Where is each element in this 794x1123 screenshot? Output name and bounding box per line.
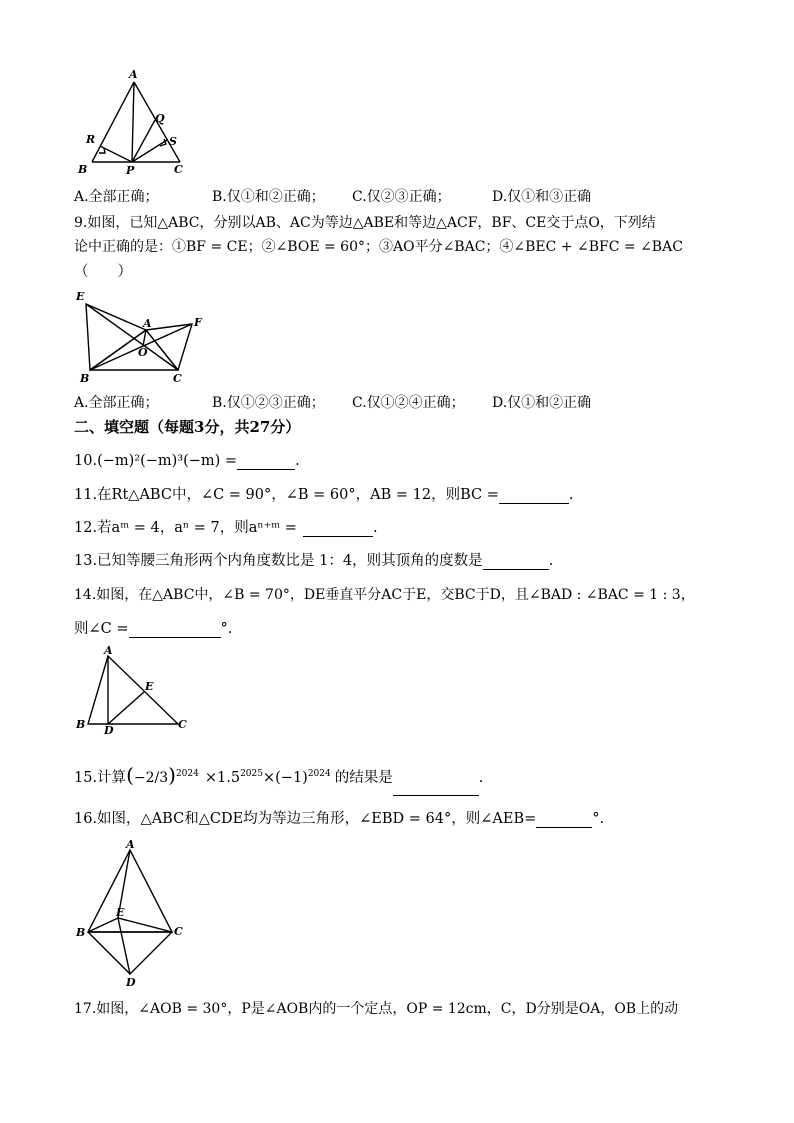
q15-exp3: 2024 [307, 769, 331, 779]
fig8-label-c: C [174, 163, 183, 176]
fig16-label-b: B [76, 926, 86, 939]
q14-end: °. [220, 621, 233, 637]
q8-option-b: B.仅①和②正确； [212, 189, 325, 205]
q16-text: 16.如图，△ABC和△CDE均为等边三角形，∠EBD = 64°，则∠AEB= [74, 811, 537, 827]
fig9-label-e: E [76, 290, 85, 303]
q16 [74, 810, 604, 828]
fig16-label-c: C [174, 925, 183, 938]
q9-option-b: B.仅①②③正确； [212, 395, 325, 411]
q11 [74, 486, 573, 504]
fig14-label-b: B [76, 718, 86, 731]
q15-exp1: 2024 [175, 769, 199, 779]
q9-option-a: A.全部正确； [74, 395, 159, 411]
fig8-label-q: Q [155, 112, 165, 125]
q13-text: 13.已知等腰三角形两个内角度数比是 1：4，则其顶角的度数是 [74, 553, 483, 569]
q9-line1: 9.如图，已知△ABC，分别以AB、AC为等边△ABE和等边△ACF，BF、CE交于点O，下列结 [74, 215, 656, 231]
fig14-label-c: C [178, 718, 187, 731]
q14-line1: 14.如图，在△ABC中，∠B = 70°，DE垂直平分AC于E，交BC于D，且∠BAD : ∠BAC = 1 : 3， [74, 587, 695, 603]
q8-option-d: D.仅①和③正确 [492, 189, 592, 205]
q15-blank[interactable] [393, 773, 479, 796]
fig8-label-s: S [169, 135, 177, 148]
q16-end: °. [592, 811, 605, 827]
q10-blank[interactable] [237, 469, 295, 470]
fig9-label-f: F [194, 316, 202, 329]
q15-power: (−2/3) [126, 762, 176, 787]
q15-exp2: 2025 [240, 769, 263, 779]
q10-prefix: 10. [74, 453, 98, 469]
q12-end: . [372, 520, 378, 536]
fig14-label-d: D [104, 724, 114, 734]
q8-option-c: C.仅②③正确； [352, 189, 451, 205]
figure-q16 [72, 838, 192, 990]
figure-q8 [72, 66, 202, 178]
q9-line3: （ ） [74, 264, 132, 280]
q12 [74, 519, 378, 537]
q17: 17.如图，∠AOB = 30°，P是∠AOB内的一个定点，OP = 12cm，C，D分别是OA，OB上的动 [74, 1001, 679, 1017]
section-heading: 二、填空题（每题3分，共27分） [74, 418, 301, 436]
q13-end: . [548, 553, 554, 569]
fig8-label-p: P [126, 164, 135, 177]
q9-line2: 论中正确的是：①BF = CE；②∠BOE = 60°；③AO平分∠BAC；④∠BEC + ∠BFC = ∠BAC [74, 239, 683, 255]
q15-mid2: ×(−1) [262, 769, 308, 786]
fig9-label-b: B [80, 372, 90, 385]
q15-prefix: 15.计算 [74, 769, 127, 786]
q13-blank[interactable] [483, 569, 549, 570]
fig9-label-o: O [138, 346, 148, 359]
q12-blank[interactable] [303, 536, 373, 537]
q14-line2 [74, 620, 232, 638]
fig8-label-a: A [129, 68, 138, 81]
figure-q9 [72, 288, 212, 386]
q15-suffix: 的结果是 [334, 769, 393, 786]
figure-q14 [72, 646, 192, 734]
fig16-label-e: E [116, 906, 125, 919]
q14-line2-text: 则∠C = [74, 621, 129, 637]
q15-mid: ×1.5 [204, 769, 241, 786]
fig14-label-e: E [145, 680, 154, 693]
q12-text: 12.若aᵐ = 4，aⁿ = 7，则aⁿ⁺ᵐ = [74, 520, 297, 536]
q11-end: . [568, 487, 574, 503]
fig14-label-a: A [104, 646, 113, 657]
fig8-label-b: B [78, 163, 88, 176]
q14-blank[interactable] [129, 637, 221, 638]
q15 [74, 756, 483, 792]
fig16-label-d: D [126, 976, 136, 989]
q13 [74, 552, 553, 570]
q9-option-c: C.仅①②④正确； [352, 395, 465, 411]
q11-blank[interactable] [499, 503, 569, 504]
fig9-label-c: C [173, 372, 182, 385]
fig8-label-r: R [86, 133, 96, 146]
q15-end: . [478, 769, 484, 786]
q11-text: 11.在Rt△ABC中，∠C = 90°，∠B = 60°，AB = 12，则BC = [74, 487, 499, 503]
q10 [74, 452, 300, 470]
q10-expr: (−m)²(−m)³(−m) = [97, 453, 238, 469]
q8-option-a: A.全部正确； [74, 189, 159, 205]
q15-base: −2/3 [133, 769, 169, 786]
q16-blank[interactable] [536, 827, 592, 828]
q9-option-d: D.仅①和②正确 [492, 395, 592, 411]
q10-end: . [295, 453, 300, 469]
fig16-label-a: A [126, 838, 135, 851]
fig9-label-a: A [143, 317, 152, 330]
